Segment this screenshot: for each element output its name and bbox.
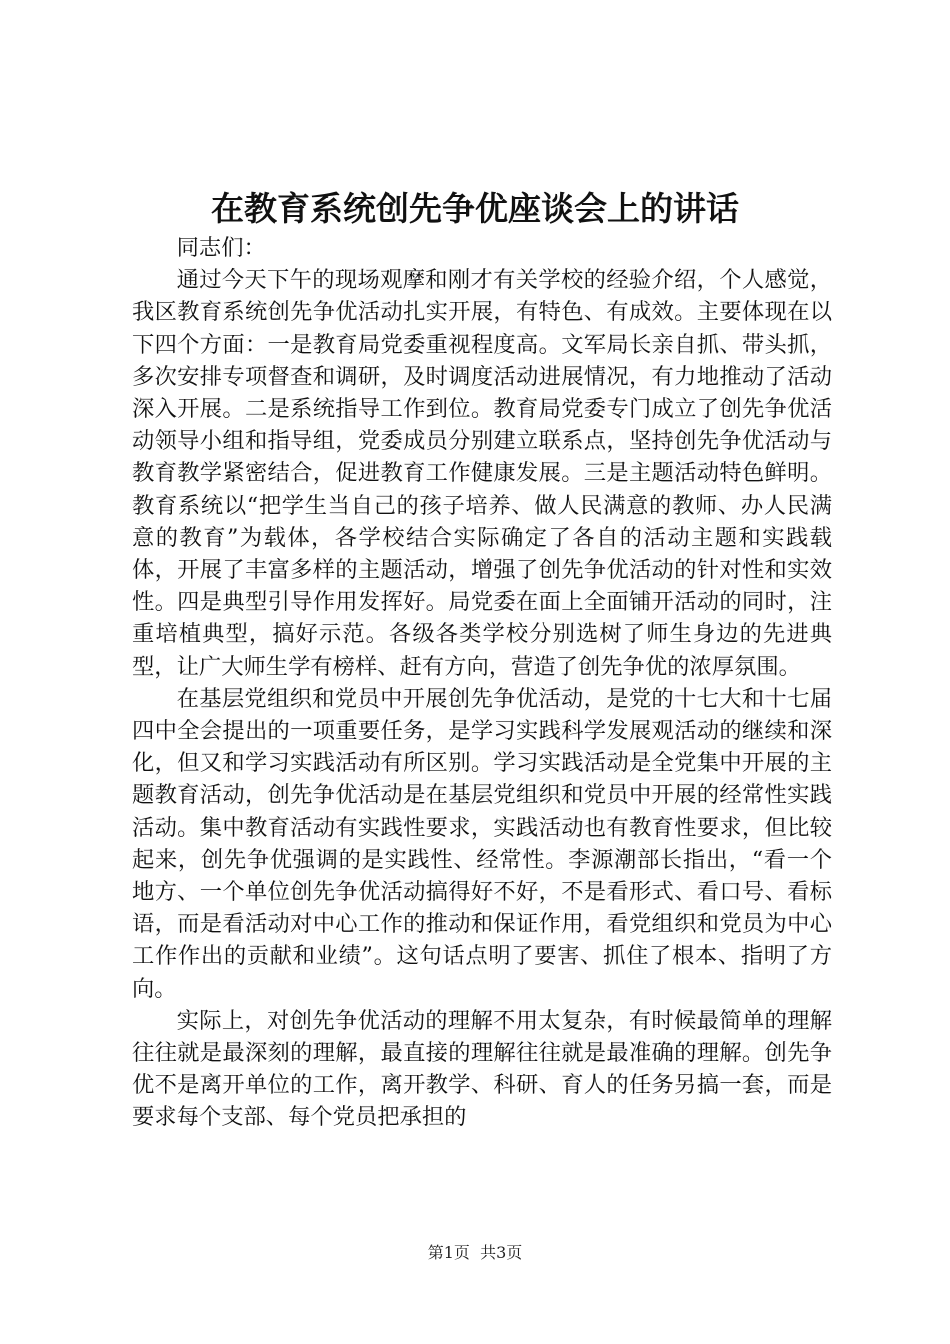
footer-separator	[470, 1243, 480, 1262]
page-number: 第1页	[427, 1243, 470, 1262]
paragraph-3: 实际上，对创先争优活动的理解不用太复杂，有时候最简单的理解往往就是最深刻的理解，最直接的理解往往就是最准确的理解。创先争优不是离开单位的工作，离开教学、科研、育人的任务另搞一套，而是要求每个支部、每个党员把承担的	[132, 1007, 832, 1131]
document-body	[132, 232, 832, 1134]
salutation: 同志们：	[176, 235, 266, 261]
page-total: 共3页	[480, 1243, 523, 1262]
page-footer	[0, 1241, 950, 1265]
paragraph-2: 在基层党组织和党员中开展创先争优活动，是党的十七大和十七届四中全会提出的一项重要任务，是学习实践科学发展观活动的继续和深化，但又和学习实践活动有所区别。学习实践活动是全党集中开展的主题教育活动，创先争优活动是在基层党组织和党员中开展的经常性实践活动。集中教育活动有实践性要求，实践活动也有教育性要求，但比较起来，创先争优强调的是实践性、经常性。李源潮部长指出，“看一个地方、一个单位创先争优活动搞得好不好，不是看形式、看口号、看标语，而是看活动对中心工作的推动和保证作用，看党组织和党员为中心工作作出的贡献和业绩”。这句话点明了要害、抓住了根本、指明了方向。	[132, 685, 832, 1002]
document-title: 在教育系统创先争优座谈会上的讲话	[211, 189, 739, 228]
paragraph-1: 通过今天下午的现场观摩和刚才有关学校的经验介绍，个人感觉，我区教育系统创先争优活动扎实开展，有特色、有成效。主要体现在以下四个方面：一是教育局党委重视程度高。文军局长亲自抓、带头抓，多次安排专项督查和调研，及时调度活动进展情况，有力地推动了活动深入开展。二是系统指导工作到位。教育局党委专门成立了创先争优活动领导小组和指导组，党委成员分别建立联系点，坚持创先争优活动与教育教学紧密结合，促进教育工作健康发展。三是主题活动特色鲜明。教育系统以“把学生当自己的孩子培养、做人民满意的教师、办人民满意的教育”为载体，各学校结合实际确定了各自的活动主题和实践载体，开展了丰富多样的主题活动，增强了创先争优活动的针对性和实效性。四是典型引导作用发挥好。局党委在面上全面铺开活动的同时，注重培植典型，搞好示范。各级各类学校分别选树了师生身边的先进典型，让广大师生学有榜样、赶有方向，营造了创先争优的浓厚氛围。	[132, 267, 832, 680]
